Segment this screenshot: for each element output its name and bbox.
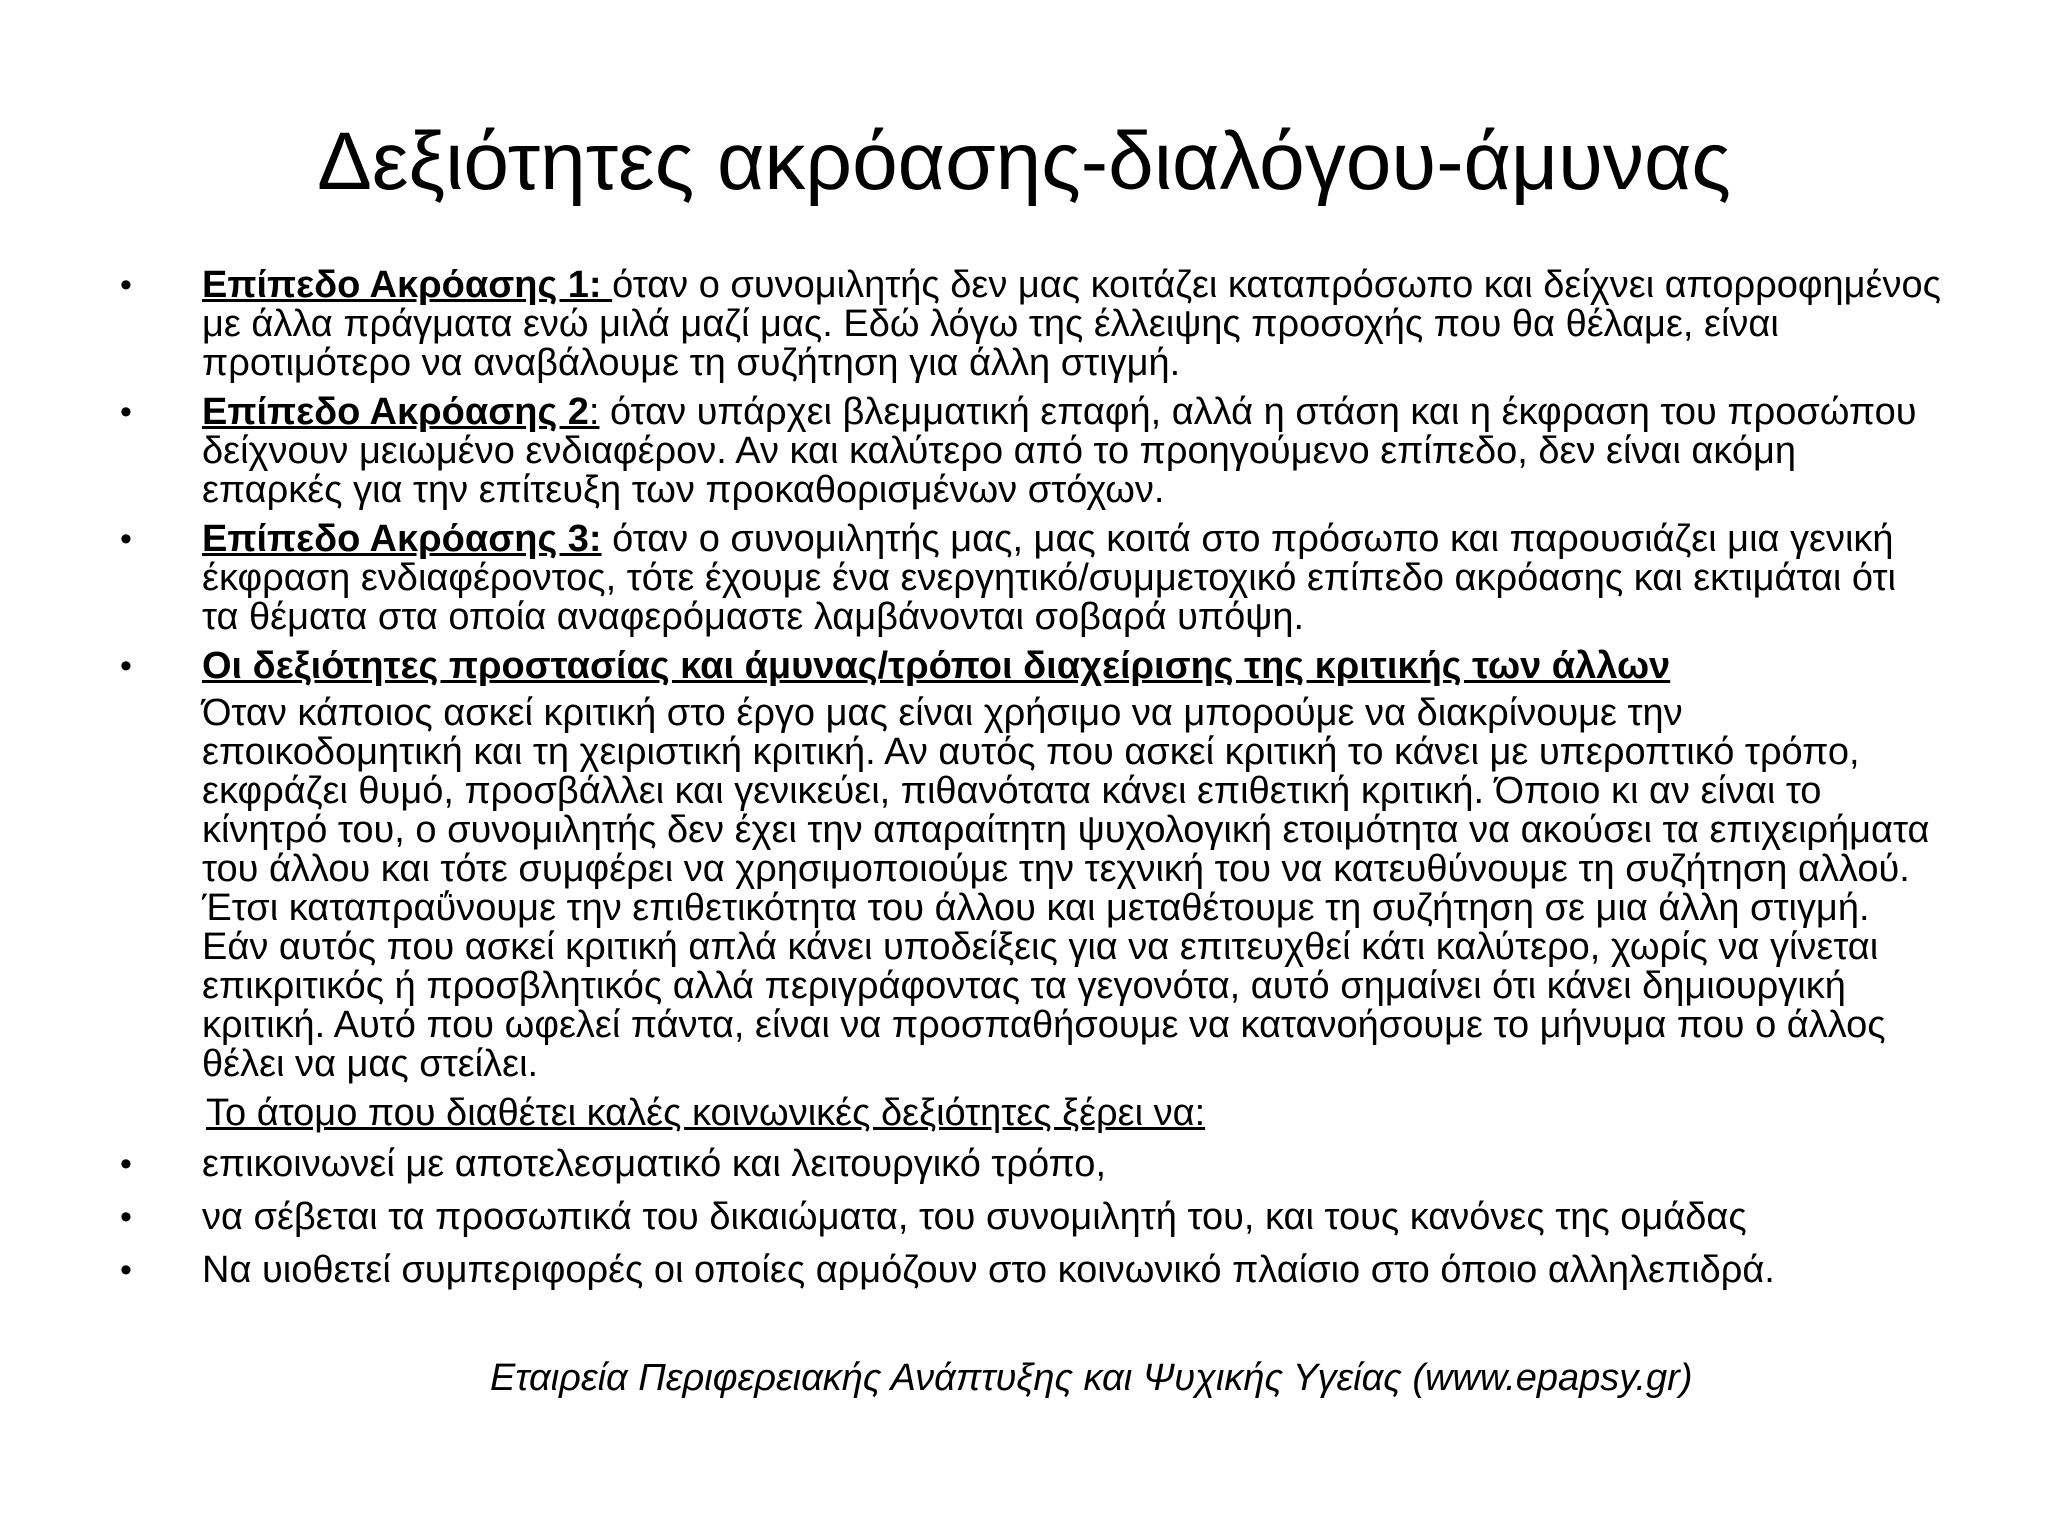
criticism-paragraph: Όταν κάποιος ασκεί κριτική στο έργο μας είναι χρήσιμο να μπορούμε να διακρίνουμε την εποικοδομητική και τη χειριστική κριτική. Αν αυτός που ασκεί κριτική το κάνει με υπεροπτικό τρόπο, εκφράζει θυμό, προσβάλλει και γενικεύει, πιθανότατα κάνει επιθετική κριτική. Όποιο κι αν είναι το κίνητρό του, ο συνομιλητής δεν έχει την απαραίτητη ψυχολογική ετοιμότητα να ακούσει τα επιχειρήματα του άλλου και τότε συμφέρει να χρησιμοποιούμε την τεχνική του να κατευθύνουμε τη συζήτηση αλλού. Έτσι καταπραΰνουμε την επιθετικότητα του άλλου και μεταθέτουμε τη συζήτηση σε μια άλλη στιγμή. Εάν αυτός που ασκεί κριτική απλά κάνει υποδείξεις για να επιτευχθεί κάτι καλύτερο, χωρίς να γίνεται επικριτικός ή προσβλητικός αλλά περιγράφοντας τα γεγονότα, αυτό σημαίνει ότι κάνει δημιουργική κριτική. Αυτό που ωφελεί πάντα, είναι να προσπαθήσουμε να κατανοήσουμε το μήνυμα που ο άλλος θέλει να μας στείλει. — [202, 692, 1930, 1085]
skill-text: Να υιοθετεί συμπεριφορές οι οποίες αρμόζουν στο κοινωνικό πλαίσιο στο όποιο αλληλεπιδρά. — [202, 1249, 1775, 1291]
skill-item — [120, 1196, 1942, 1238]
bullet-item-defense-skills — [120, 645, 1942, 687]
slide-content — [120, 264, 1942, 1304]
source-footer: Εταιρεία Περιφερειακής Ανάπτυξης και Ψυχικής Υγείας (www.epapsy.gr) — [490, 1357, 1693, 1399]
bullet-icon: • — [120, 393, 132, 431]
bullet-item-listening-level-3 — [120, 518, 1942, 638]
item-text: όταν υπάρχει βλεμματική επαφή, αλλά η στάση και η έκφραση του προσώπου δείχνουν μειωμένο ενδιαφέρον. Αν και καλύτερο από το προηγούμενο επίπεδο, δεν είναι ακόμη επαρκές για την επίτευξη των προκαθορισμένων στόχων. — [202, 391, 1917, 511]
bullet-icon: • — [120, 1145, 132, 1183]
item-label-suffix: : — [588, 391, 600, 433]
item-label: Επίπεδο Ακρόασης 3: — [202, 518, 602, 560]
bullet-icon: • — [120, 266, 132, 304]
item-text: όταν ο συνομιλητής δεν μας κοιτάζει καταπρόσωπο και δείχνει απορροφημένος με άλλα πράγματα ενώ μιλά μαζί μας. Εδώ λόγω της έλλειψης προσοχής που θα θέλαμε, είναι προτιμότερο να αναβάλουμε τη συζήτηση για άλλη στιγμή. — [202, 264, 1941, 384]
slide-title: Δεξιότητες ακρόασης-διαλόγου-άμυνας — [317, 116, 1731, 207]
skill-item — [120, 1249, 1942, 1291]
item-label: Επίπεδο Ακρόασης 2 — [202, 391, 589, 433]
skill-text: να σέβεται τα προσωπικά του δικαιώματα, του συνομιλητή του, και τους κανόνες της ομάδας — [202, 1196, 1747, 1238]
bullet-icon: • — [120, 520, 132, 558]
item-text: όταν ο συνομιλητής μας, μας κοιτά στο πρόσωπο και παρουσιάζει μια γενική έκφραση ενδιαφέροντος, τότε έχουμε ένα ενεργητικό/συμμετοχικό επίπεδο ακρόασης και εκτιμάται ότι τα θέματα στα οποία αναφερόμαστε λαμβάνονται σοβαρά υπόψη. — [202, 518, 1896, 638]
item-label: Επίπεδο Ακρόασης 1: — [202, 264, 613, 306]
bullet-item-listening-level-1 — [120, 264, 1942, 384]
bullet-icon: • — [120, 1251, 132, 1289]
bullet-item-listening-level-2 — [120, 391, 1942, 511]
skill-item — [120, 1143, 1942, 1185]
skills-subheading: Το άτομο που διαθέτει καλές κοινωνικές δεξιότητες ξέρει να: — [206, 1092, 1206, 1134]
skill-text: επικοινωνεί με αποτελεσματικό και λειτουργικό τρόπο, — [202, 1143, 1107, 1185]
bullet-icon: • — [120, 1198, 132, 1236]
item-label: Οι δεξιότητες προστασίας και άμυνας/τρόποι διαχείρισης της κριτικής των άλλων — [202, 645, 1671, 687]
bullet-icon: • — [120, 647, 132, 685]
